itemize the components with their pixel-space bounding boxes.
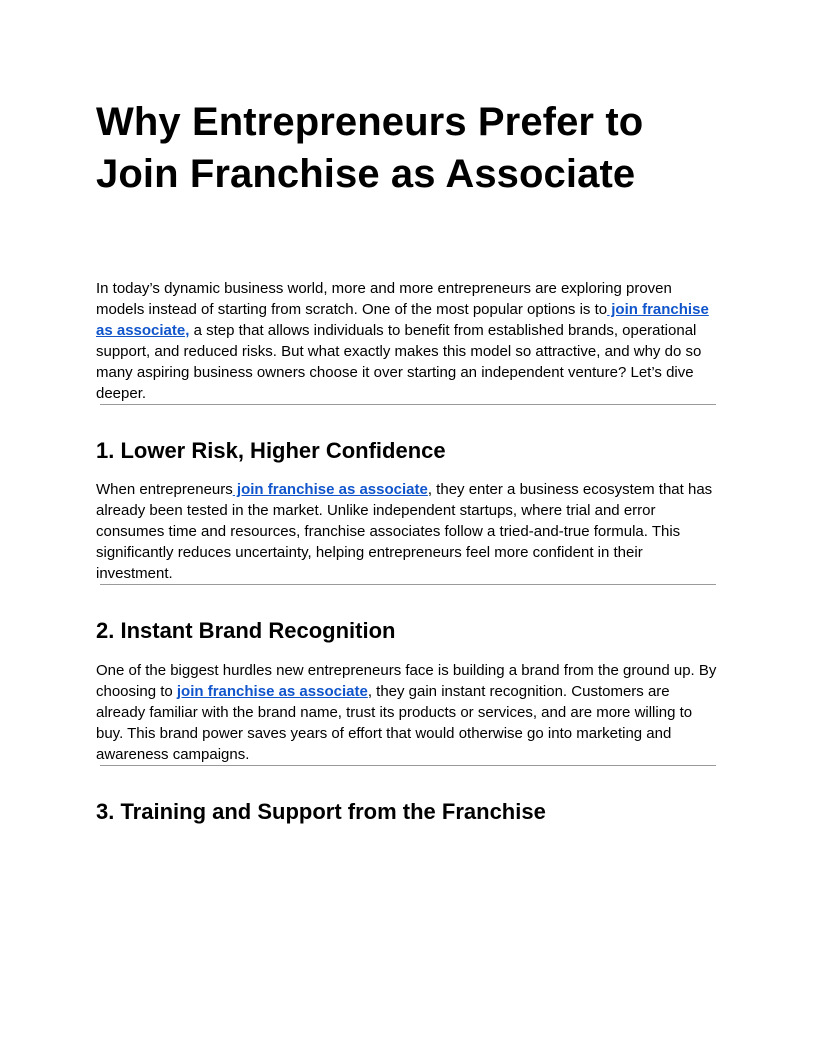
intro-text-before: In today’s dynamic business world, more and more entrepreneurs are exploring proven models instead of starting from scratch. One of the most popular options is to — [96, 280, 672, 318]
intro-franchise-link[interactable]: join franchise as associate, — [96, 301, 709, 339]
section-2-text-after: , they gain instant recognition. Customers are already familiar with the brand name, trust its products or services, and are more willing to buy. This brand power saves years of effort that would otherwise go into marketing and awareness campaigns. — [96, 683, 693, 763]
intro-paragraph — [96, 278, 720, 404]
section-2-franchise-link[interactable]: join franchise as associate — [176, 683, 368, 700]
intro-text-after: a step that allows individuals to benefit from established brands, operational support, and reduced risks. But what exactly makes this model so attractive, and why do so many aspiring business owners choose it over starting an independent venture? Let’s dive deeper. — [96, 322, 702, 402]
section-divider — [100, 584, 716, 585]
section-divider — [100, 765, 716, 766]
section-1-franchise-link[interactable]: join franchise as associate — [232, 481, 428, 498]
section-2-text-before: One of the biggest hurdles new entrepreneurs face is building a brand from the ground up. By choosing to — [96, 662, 717, 700]
section-1-text-before: When entrepreneurs — [96, 481, 233, 498]
page-title: Why Entrepreneurs Prefer to Join Franchise as Associate — [96, 100, 644, 196]
section-heading-lower-risk: 1. Lower Risk, Higher Confidence — [96, 438, 446, 463]
section-heading-training-support: 3. Training and Support from the Franchise — [96, 799, 546, 824]
section-paragraph-brand-recognition — [96, 660, 720, 765]
section-divider — [100, 404, 716, 405]
section-1-text-after: , they enter a business ecosystem that has already been tested in the market. Unlike independent startups, where trial and error consumes time and resources, franchise associates follow a tried-and-true formula. This significantly reduces uncertainty, helping entrepreneurs feel more confident in their investment. — [96, 481, 713, 582]
document-page — [96, 96, 720, 826]
section-paragraph-lower-risk — [96, 479, 720, 584]
section-heading-brand-recognition: 2. Instant Brand Recognition — [96, 618, 396, 643]
